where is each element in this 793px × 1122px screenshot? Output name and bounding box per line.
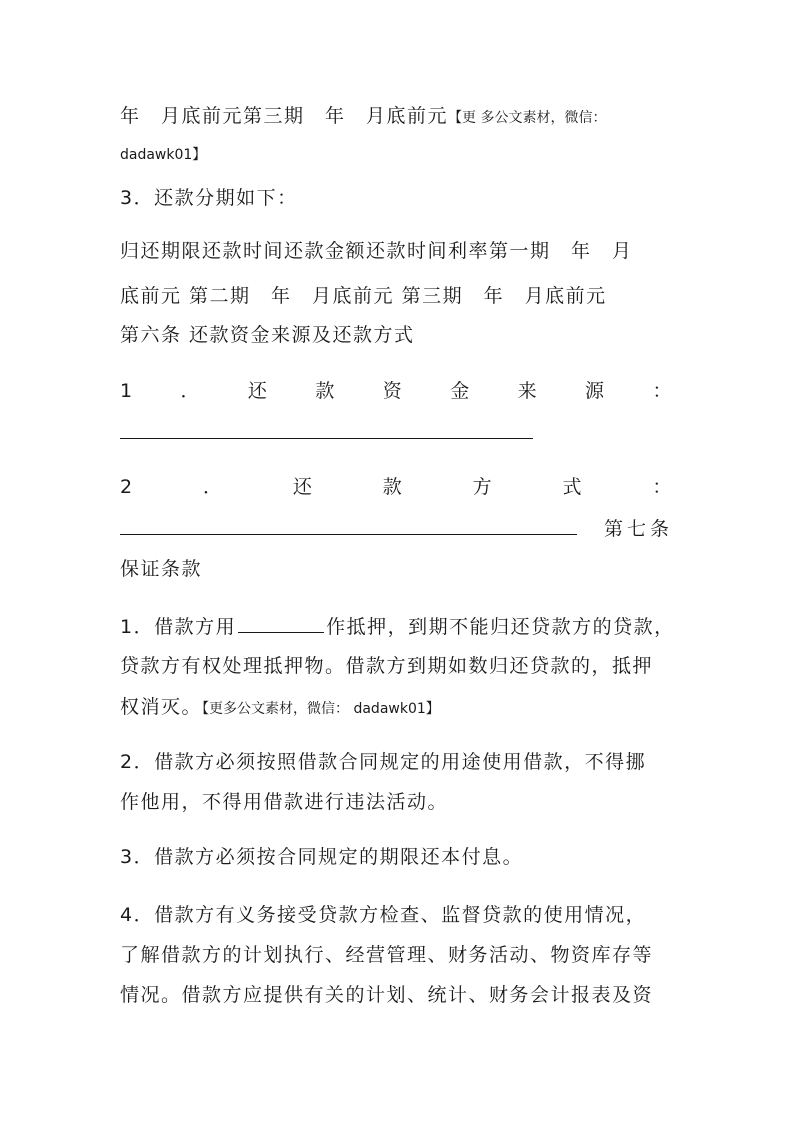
article-7-heading: 第七条 bbox=[603, 518, 673, 540]
clause-3-line-1: 3．借款方必须按合同规定的期限还本付息。 bbox=[120, 846, 524, 868]
text-line-4: 归还期限还款时间还款金额还款时间利率第一期 年 月 bbox=[120, 240, 633, 262]
clause-2-line-2: 作他用，不得用借款进行违法活动。 bbox=[120, 791, 449, 813]
article-6-heading: 第六条 还款资金来源及还款方式 bbox=[120, 324, 415, 346]
repayment-source-label: 1 ． 还 款 资 金 来 源 ： bbox=[120, 377, 673, 405]
clause-4-line-3: 情况。借款方应提供有关的计划、统计、财务会计报表及资 bbox=[120, 984, 654, 1006]
promo-note: 【更 多公文素材，微信： bbox=[448, 110, 607, 126]
text-line-2: dadawk01】 bbox=[120, 147, 207, 163]
repayment-source-blank bbox=[120, 418, 673, 447]
clause-1-line-2: 贷款方有权处理抵押物。借款方到期如数归还贷款的，抵押 bbox=[120, 655, 654, 677]
clause-4-line-1: 4．借款方有义务接受贷款方检查、监督贷款的使用情况， bbox=[120, 904, 647, 926]
guarantee-heading: 保证条款 bbox=[120, 558, 203, 580]
clause-1-line-1: 1．借款方用 作抵押，到期不能归还贷款方的贷款， bbox=[120, 612, 673, 641]
section-heading-3: 3．还款分期如下： bbox=[120, 187, 298, 209]
text-line-1: 年 月底前元第三期 年 月底前元【更 多公文素材，微信： bbox=[120, 105, 607, 127]
repayment-method-label: 2 ． 还 款 方 式 ： bbox=[120, 476, 673, 498]
clause-1-line-3: 权消灭。【更多公文素材，微信： dadawk01】 bbox=[120, 696, 440, 718]
collateral-blank bbox=[238, 612, 324, 633]
repayment-source-colon: ： bbox=[652, 380, 673, 402]
text-line-5: 底前元 第二期 年 月底前元 第三期 年 月底前元 bbox=[120, 285, 607, 307]
clause-2-line-1: 2．借款方必须按照借款合同规定的用途使用借款，不得挪 bbox=[120, 751, 647, 773]
repayment-method-blank-line bbox=[120, 514, 673, 543]
clause-4-line-2: 了解借款方的计划执行、经营管理、财务活动、物资库存等 bbox=[120, 944, 654, 966]
